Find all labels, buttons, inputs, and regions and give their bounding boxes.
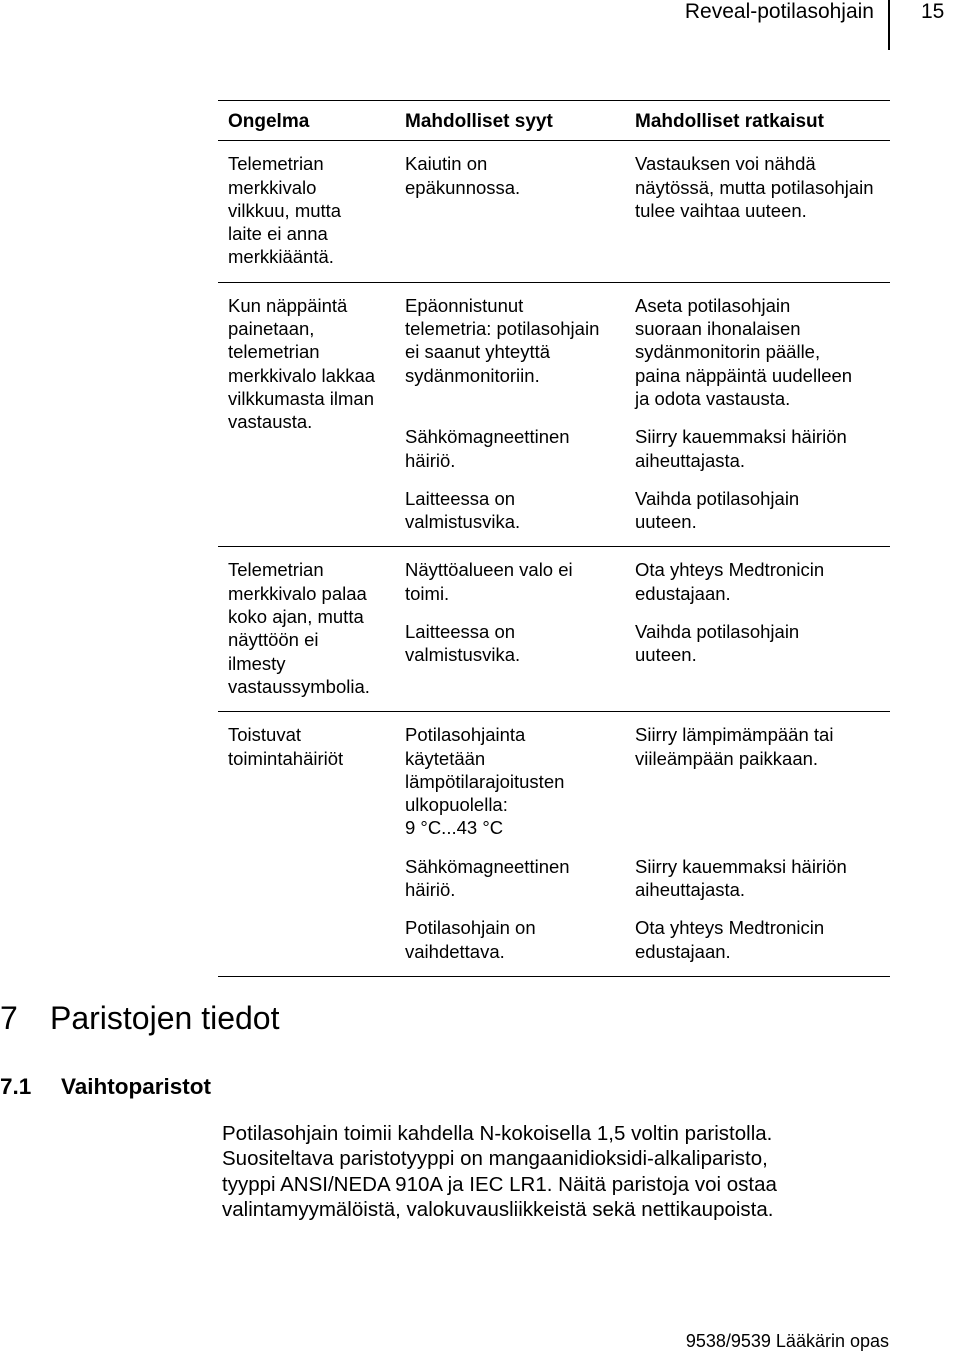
cause-line: Näyttöalueen valo ei bbox=[405, 559, 573, 581]
section-title: Paristojen tiedot bbox=[50, 1000, 280, 1036]
cause-line: lämpötilarajoitusten bbox=[405, 770, 565, 792]
table-row bbox=[218, 283, 890, 547]
cause-line: telemetria: potilasohjain bbox=[405, 318, 600, 340]
cause-cell bbox=[405, 558, 635, 605]
cause-solution-pair bbox=[405, 723, 890, 839]
table-row bbox=[218, 547, 890, 711]
problem-line: painetaan, bbox=[228, 318, 315, 340]
problem-line: vastausta. bbox=[228, 411, 313, 433]
solution-line: näytössä, mutta potilasohjain bbox=[635, 176, 874, 198]
column-header-causes: Mahdolliset syyt bbox=[405, 111, 553, 132]
solution-line: Vastauksen voi nähdä bbox=[635, 153, 816, 175]
cause-line: Laitteessa on bbox=[405, 487, 516, 509]
solution-line: paina näppäintä uudelleen bbox=[635, 364, 853, 386]
problem-line: merkkivalo bbox=[228, 176, 317, 198]
header-divider bbox=[888, 0, 890, 50]
problem-line: merkkivalo lakkaa bbox=[228, 364, 376, 386]
subsection-heading bbox=[0, 1072, 211, 1102]
solution-line: suoraan ihonalaisen bbox=[635, 318, 801, 340]
table-rule bbox=[218, 976, 890, 977]
column-header-problem: Ongelma bbox=[228, 111, 310, 132]
troubleshooting-table bbox=[218, 100, 890, 977]
cause-line: toimi. bbox=[405, 582, 450, 604]
footer-document-title: 9538/9539 Lääkärin opas bbox=[685, 1331, 889, 1351]
solution-cell bbox=[635, 620, 890, 667]
cause-cell bbox=[405, 723, 635, 839]
solution-cell bbox=[635, 294, 890, 410]
cause-line: häiriö. bbox=[405, 449, 456, 471]
page-number: 15 bbox=[921, 0, 945, 23]
body-paragraph bbox=[222, 1121, 882, 1222]
cause-solution-pair bbox=[405, 620, 890, 667]
solution-line: viileämpään paikkaan. bbox=[635, 747, 819, 769]
solution-line: Ota yhteys Medtronicin bbox=[635, 559, 825, 581]
problem-line: toimintahäiriöt bbox=[228, 747, 344, 769]
problem-cell bbox=[218, 152, 405, 268]
solution-line: Siirry kauemmaksi häiriön bbox=[635, 426, 847, 448]
section-number: 7 bbox=[0, 1000, 18, 1036]
cause-solution-group bbox=[405, 558, 890, 698]
problem-line: Toistuvat bbox=[228, 724, 302, 746]
cause-solution-pair bbox=[405, 487, 890, 534]
cause-solution-pair bbox=[405, 294, 890, 410]
solution-line: Ota yhteys Medtronicin bbox=[635, 917, 825, 939]
solution-line: edustajaan. bbox=[635, 582, 731, 604]
problem-line: vastaussymbolia. bbox=[228, 675, 370, 697]
cause-line: Potilasohjain on bbox=[405, 917, 536, 939]
cause-cell bbox=[405, 855, 635, 902]
cause-line: vaihdettava. bbox=[405, 940, 505, 962]
problem-line: Telemetrian bbox=[228, 559, 324, 581]
problem-line: laite ei anna bbox=[228, 223, 328, 245]
cause-solution-pair bbox=[405, 916, 890, 963]
problem-line: Kun näppäintä bbox=[228, 294, 348, 316]
problem-line: merkkivalo palaa bbox=[228, 582, 367, 604]
column-header-solutions: Mahdolliset ratkaisut bbox=[635, 111, 824, 132]
cause-line: 9 °C...43 °C bbox=[405, 817, 504, 839]
body-line: Suositeltava paristotyyppi on mangaanidioksidi-alkaliparisto, bbox=[222, 1147, 768, 1171]
solution-line: Vaihda potilasohjain bbox=[635, 621, 800, 643]
solution-line: Aseta potilasohjain bbox=[635, 294, 791, 316]
table-header-row bbox=[218, 101, 890, 140]
cause-solution-group bbox=[405, 294, 890, 534]
solution-cell bbox=[635, 487, 890, 534]
cause-solution-pair bbox=[405, 855, 890, 902]
cause-cell bbox=[405, 916, 635, 963]
solution-line: sydänmonitorin päälle, bbox=[635, 341, 821, 363]
cause-line: Sähkömagneettinen bbox=[405, 855, 570, 877]
problem-cell bbox=[218, 723, 405, 963]
cause-cell bbox=[405, 294, 635, 410]
solution-line: uuteen. bbox=[635, 511, 697, 533]
body-line: tyyppi ANSI/NEDA 910A ja IEC LR1. Näitä paristoja voi ostaa bbox=[222, 1172, 777, 1196]
subsection-number: 7.1 bbox=[0, 1074, 32, 1099]
cause-cell bbox=[405, 425, 635, 472]
problem-line: näyttöön ei bbox=[228, 629, 319, 651]
solution-line: Vaihda potilasohjain bbox=[635, 487, 800, 509]
cause-solution-group bbox=[405, 723, 890, 963]
solution-cell bbox=[635, 855, 890, 902]
problem-line: koko ajan, mutta bbox=[228, 606, 364, 628]
problem-line: Telemetrian bbox=[228, 153, 324, 175]
cause-solution-pair bbox=[405, 425, 890, 472]
solution-cell bbox=[635, 558, 890, 605]
cause-line: epäkunnossa. bbox=[405, 176, 521, 198]
table-row bbox=[218, 712, 890, 976]
solution-line: aiheuttajasta. bbox=[635, 449, 746, 471]
cause-line: sydänmonitoriin. bbox=[405, 364, 540, 386]
cause-line: Epäonnistunut bbox=[405, 294, 524, 316]
solution-cell bbox=[635, 152, 890, 222]
cause-line: valmistusvika. bbox=[405, 511, 521, 533]
cause-line: ulkopuolella: bbox=[405, 794, 508, 816]
problem-line: merkkiääntä. bbox=[228, 246, 334, 268]
solution-line: uuteen. bbox=[635, 644, 697, 666]
cause-cell bbox=[405, 152, 635, 222]
solution-line: aiheuttajasta. bbox=[635, 879, 746, 901]
solution-cell bbox=[635, 916, 890, 963]
cause-line: Sähkömagneettinen bbox=[405, 426, 570, 448]
problem-line: vilkkumasta ilman bbox=[228, 387, 374, 409]
problem-cell bbox=[218, 558, 405, 698]
cause-line: valmistusvika. bbox=[405, 644, 521, 666]
cause-cell bbox=[405, 620, 635, 667]
problem-line: ilmesty bbox=[228, 652, 286, 674]
table-row bbox=[218, 141, 890, 281]
problem-cell bbox=[218, 294, 405, 534]
problem-line: telemetrian bbox=[228, 341, 320, 363]
solution-line: tulee vaihtaa uuteen. bbox=[635, 199, 807, 221]
problem-line: vilkkuu, mutta bbox=[228, 199, 342, 221]
cause-line: Laitteessa on bbox=[405, 621, 516, 643]
cause-line: Potilasohjainta bbox=[405, 724, 526, 746]
table-body bbox=[218, 141, 890, 977]
body-line: valintamyymälöistä, valokuvausliikkeistä sekä nettikaupoista. bbox=[222, 1197, 774, 1221]
cause-solution-pair bbox=[405, 152, 890, 222]
solution-line: Siirry lämpimämpään tai bbox=[635, 724, 834, 746]
cause-line: häiriö. bbox=[405, 879, 456, 901]
running-header-title: Reveal-potilasohjain bbox=[684, 0, 874, 23]
solution-line: edustajaan. bbox=[635, 940, 731, 962]
solution-line: Siirry kauemmaksi häiriön bbox=[635, 855, 847, 877]
section-heading bbox=[0, 998, 279, 1038]
solution-line: ja odota vastausta. bbox=[635, 387, 791, 409]
solution-cell bbox=[635, 723, 890, 839]
cause-solution-group bbox=[405, 152, 890, 268]
cause-line: käytetään bbox=[405, 747, 486, 769]
cause-solution-pair bbox=[405, 558, 890, 605]
solution-cell bbox=[635, 425, 890, 472]
cause-line: ei saanut yhteyttä bbox=[405, 341, 551, 363]
subsection-title: Vaihtoparistot bbox=[61, 1074, 212, 1099]
body-line: Potilasohjain toimii kahdella N-kokoisella 1,5 voltin paristolla. bbox=[222, 1122, 773, 1145]
cause-line: Kaiutin on bbox=[405, 153, 488, 175]
cause-cell bbox=[405, 487, 635, 534]
